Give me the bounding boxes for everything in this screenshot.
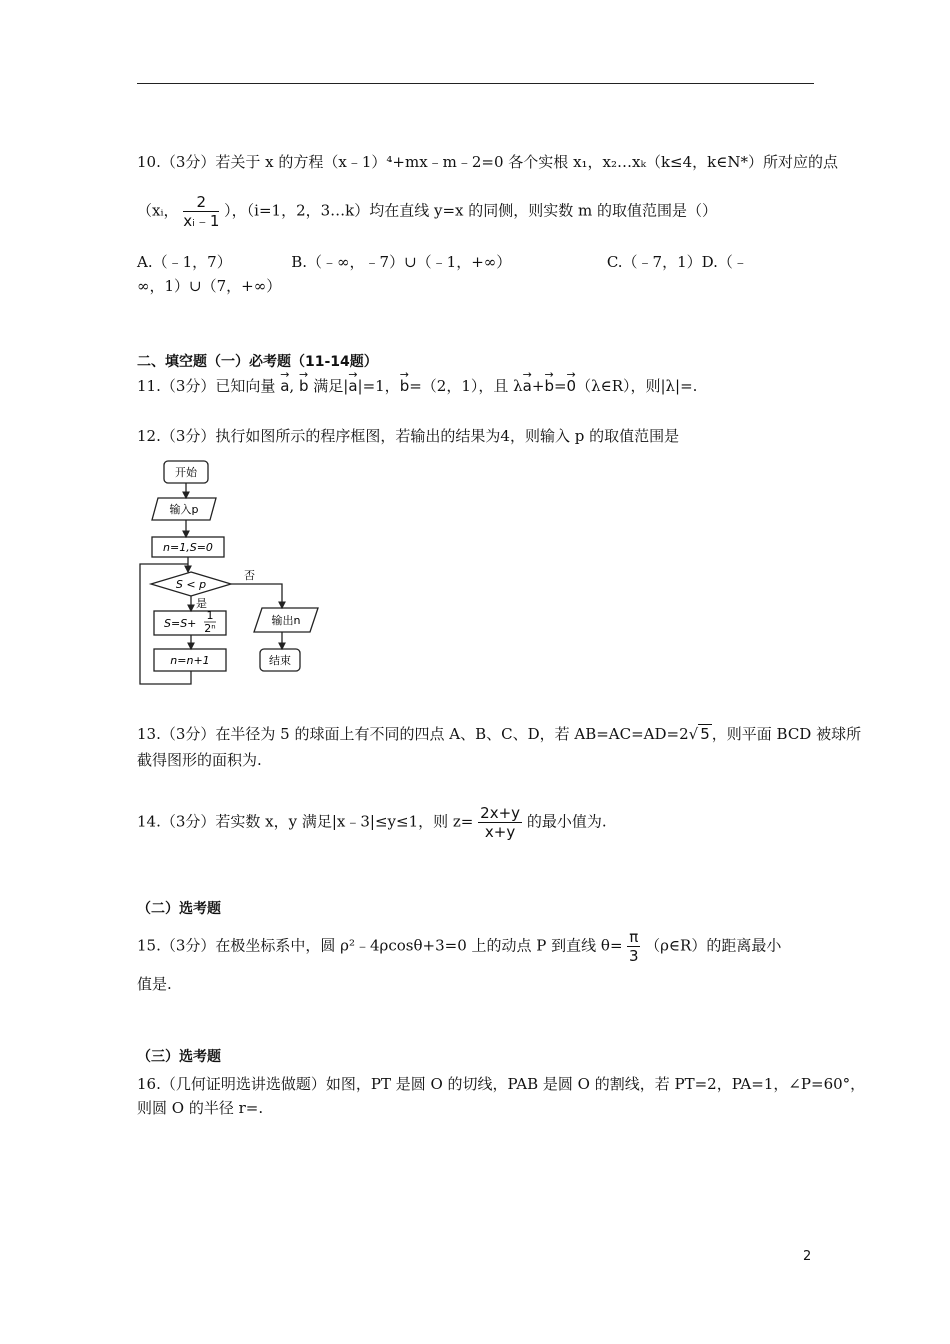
flow-end-label: 结束 (269, 654, 291, 667)
flow-no-label: 否 (244, 569, 255, 582)
flow-input-label: 输入p (169, 503, 199, 516)
q14-frac-den: x+y (484, 823, 516, 841)
q10-option-d: ∞，1）∪（7，+∞） (137, 277, 282, 295)
flow-yes-label: 是 (196, 597, 207, 610)
q11-text-2: |=1， (357, 377, 400, 395)
header-rule (137, 83, 814, 84)
q10-frac-num: 2 (183, 193, 219, 212)
vector-b-3: → b (544, 376, 554, 396)
vector-b: → b (299, 376, 309, 396)
page-number: 2 (803, 1249, 812, 1264)
q15-suffix: （ρ∈R）的距离最小 (645, 936, 782, 955)
q10-line2 (137, 193, 717, 230)
q10-fraction (183, 193, 219, 230)
vector-a-3: → a (523, 376, 532, 396)
flow-init-label: n=1,S=0 (163, 541, 213, 554)
section-heading-elective-3: （三）选考题 (137, 1049, 221, 1065)
vector-a-2: → a (348, 376, 357, 396)
q15-fraction (627, 928, 640, 965)
q16-line2: 则圆 O 的半径 r=. (137, 1099, 264, 1117)
q10-point-prefix: （xᵢ， (137, 201, 179, 220)
flowchart (136, 456, 326, 690)
q11-suffix: （λ∈R），则|λ|=. (576, 377, 698, 395)
q10-option-b: B.（﹣∞，﹣7）∪（﹣1，+∞） (291, 253, 512, 271)
flow-update-frac-den: 2ⁿ (204, 622, 216, 635)
flow-output-label: 输出n (271, 614, 301, 627)
section-heading-elective-2: （二）选考题 (137, 901, 221, 917)
q11-text-1: 满足| (313, 377, 349, 395)
q14-suffix: 的最小值为. (526, 812, 607, 831)
sqrt-radicand: 5 (700, 725, 710, 743)
q11-text-4: + (531, 377, 545, 395)
q13-text-1: 13.（3分）在半径为 5 的球面上有不同的四点 A、B、C、D，若 AB=AC=AD=2 (137, 725, 689, 743)
q16-line1: 16.（几何证明选讲选做题）如图，PT 是圆 O 的切线，PAB 是圆 O 的割线，若 PT=2，PA=1，∠P=60°， (137, 1075, 866, 1093)
q13-line2: 截得图形的面积为. (137, 751, 262, 769)
q10-line1: 10.（3分）若关于 x 的方程（x﹣1）⁴+mx﹣m﹣2=0 各个实根 x₁，x₂…xₖ（k≤4，k∈N*）所对应的点 (137, 153, 838, 171)
q13-text-2: ，则平面 BCD 被球所 (711, 725, 862, 743)
q15-frac-num: π (629, 928, 639, 946)
flow-update-frac-num: 1 (206, 609, 214, 622)
q10-option-c: C.（﹣7，1）D.（﹣ (606, 253, 748, 271)
q11-text-5: = (553, 377, 567, 395)
q10-options (137, 252, 748, 272)
q15-line1 (137, 928, 781, 965)
vector-b-2: → b (400, 376, 410, 396)
sqrt-5: √ 5 (688, 725, 710, 743)
flow-increment-label: n=n+1 (170, 654, 210, 667)
q14-fraction (478, 804, 522, 841)
q10-frac-den: xᵢ﹣1 (183, 212, 220, 230)
q15-line2: 值是. (137, 975, 172, 993)
flow-start-label: 开始 (175, 466, 197, 479)
vector-a: → a (280, 376, 289, 396)
flow-update-label: S=S+ (164, 617, 197, 630)
q11-prefix: 11.（3分）已知向量 (137, 377, 276, 395)
q11-text-3: =（2，1），且 λ (409, 377, 523, 395)
q15-frac-den: 3 (629, 947, 639, 965)
flow-condition-label: S < p (175, 578, 207, 591)
q14-prefix: 14.（3分）若实数 x，y 满足|x﹣3|≤y≤1，则 z= (137, 812, 474, 831)
section-heading-fill-blank: 二、填空题（一）必考题（11-14题） (137, 354, 378, 370)
q10-line2-text: ），（i=1，2，3…k）均在直线 y=x 的同侧，则实数 m 的取值范围是（） (224, 201, 718, 220)
q14-frac-num: 2x+y (480, 804, 521, 822)
q14-line (137, 804, 607, 841)
zero-vector: → 0 (567, 376, 577, 396)
q12-line: 12.（3分）执行如图所示的程序框图，若输出的结果为4，则输入 p 的取值范围是 (137, 427, 680, 445)
q11-line: 11.（3分）已知向量 → a, → b 满足|→ a|=1，→ b=（2，1），且 λ→ a+→ b=→ 0（λ∈R），则|λ|=. (137, 376, 697, 396)
q10-option-a: A.（﹣1，7） (137, 253, 232, 271)
q15-prefix: 15.（3分）在极坐标系中，圆 ρ²﹣4ρcosθ+3=0 上的动点 P 到直线 θ= (137, 936, 623, 955)
q13-line1 (137, 724, 861, 744)
